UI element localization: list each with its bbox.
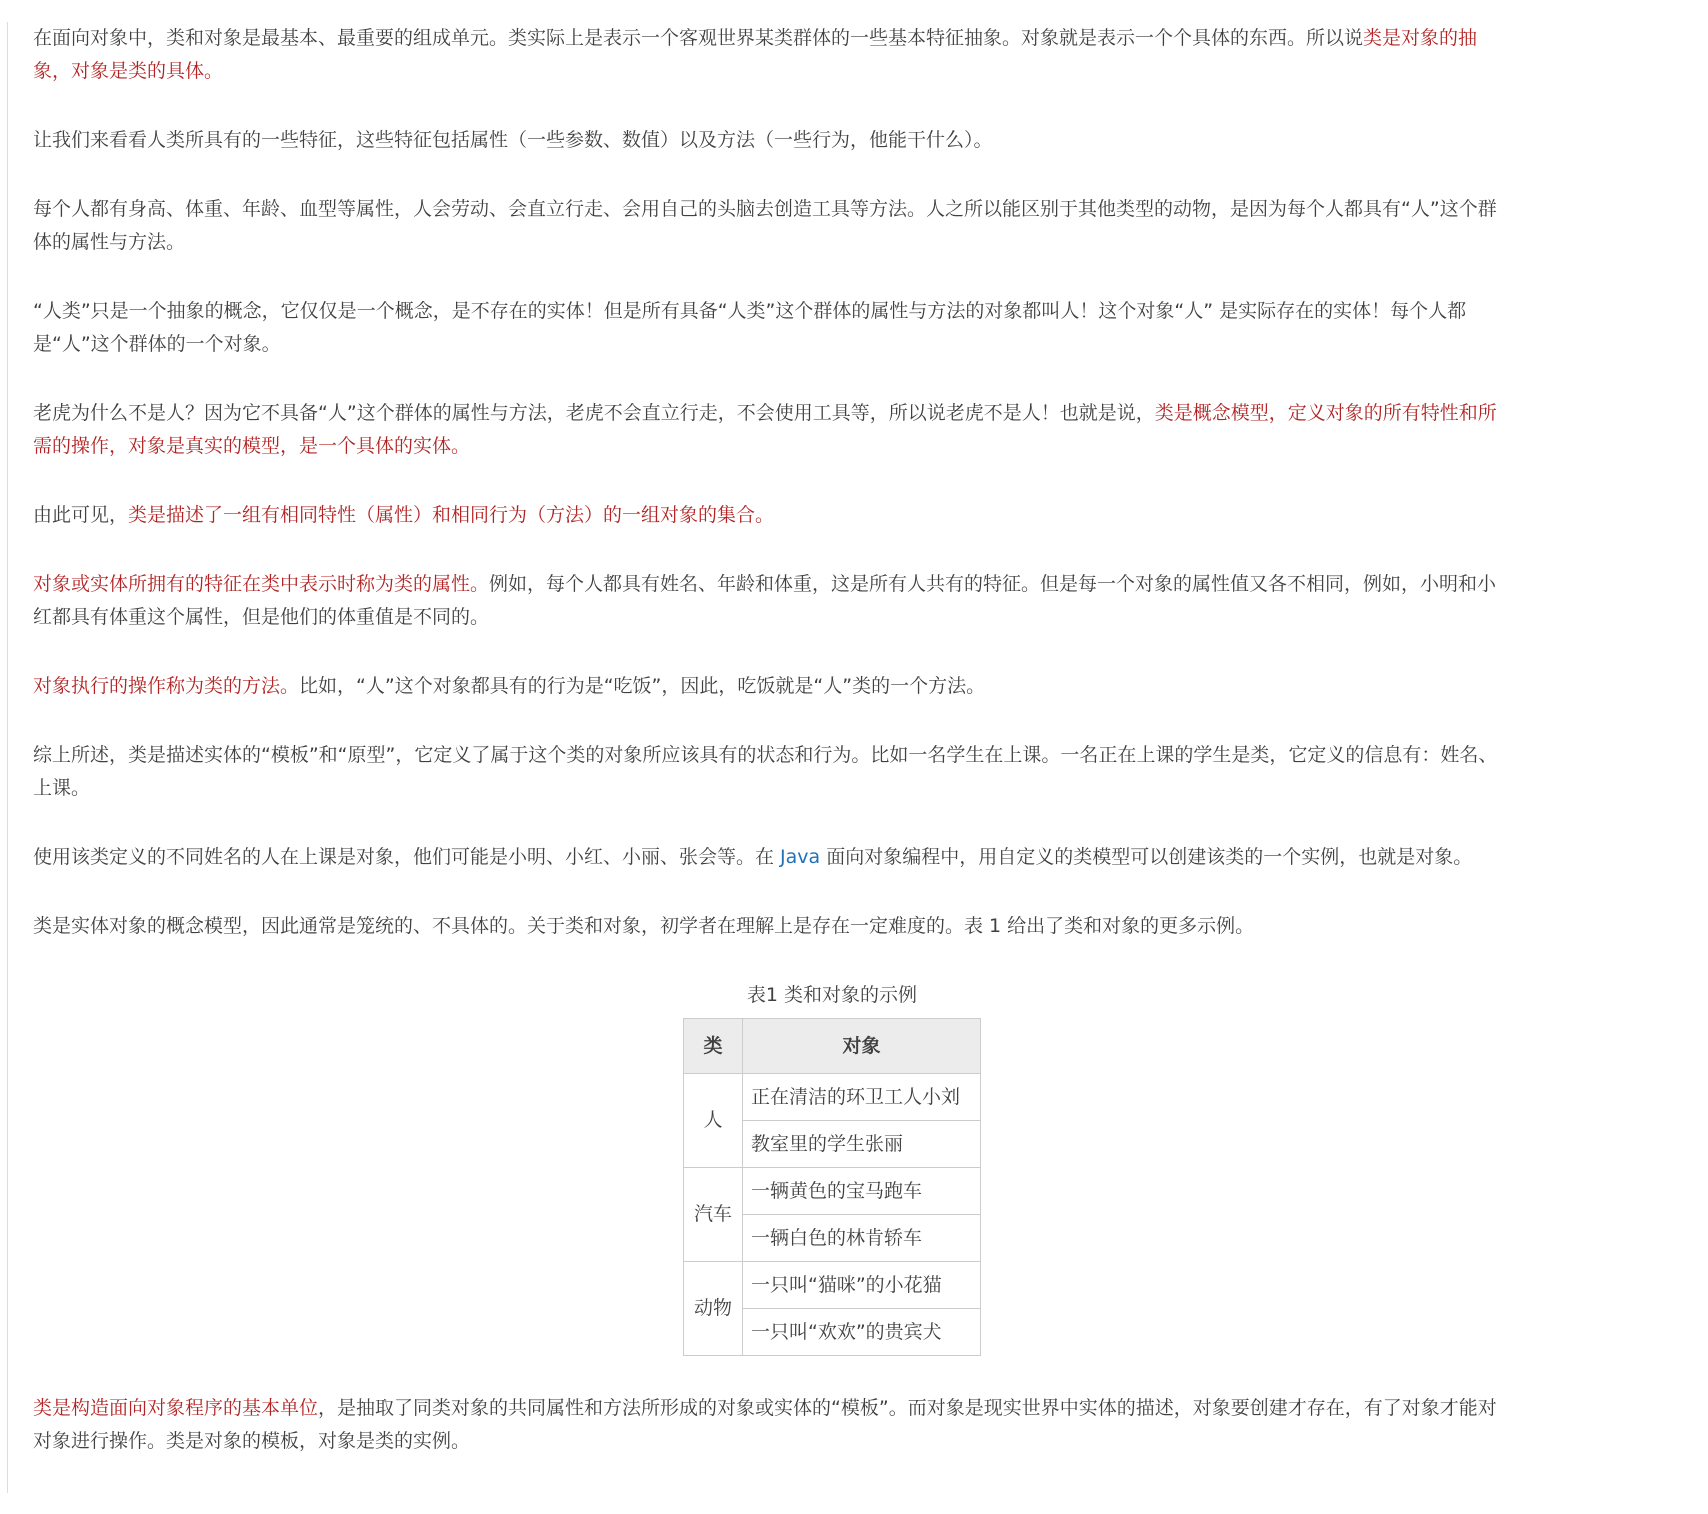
object-cell: 一只叫“欢欢”的贵宾犬	[743, 1309, 981, 1356]
paragraph	[33, 670, 1503, 703]
object-cell: 教室里的学生张丽	[743, 1121, 981, 1168]
content-left-border	[7, 22, 8, 1493]
paragraph	[33, 499, 1503, 532]
body-text: 老虎为什么不是人？因为它不具备“人”这个群体的属性与方法，老虎不会直立行走，不会使用工具等，所以说老虎不是人！也就是说，	[33, 402, 1155, 424]
body-text: ，是抽取了同类对象的共同属性和方法所形成的对象或实体的“模板”。而对象是现实世界中实体的描述，对象要创建才存在，有了对象才能对对象进行操作。类是对象的模板，对象是类的实例。	[33, 1397, 1497, 1452]
category-cell: 动物	[684, 1262, 743, 1356]
java-link[interactable]: Java	[780, 846, 821, 868]
paragraph	[33, 193, 1503, 259]
column-header-class: 类	[684, 1019, 743, 1074]
object-cell: 一辆黄色的宝马跑车	[743, 1168, 981, 1215]
body-text: 比如，“人”这个对象都具有的行为是“吃饭”，因此，吃饭就是“人”类的一个方法。	[299, 675, 986, 697]
body-text: 综上所述，类是描述实体的“模板”和“原型”，它定义了属于这个类的对象所应该具有的状态和行为。比如一名学生在上课。一名正在上课的学生是类，它定义的信息有：姓名、上课。	[33, 744, 1498, 799]
body-text: 让我们来看看人类所具有的一些特征，这些特征包括属性（一些参数、数值）以及方法（一些行为，他能干什么）。	[33, 129, 993, 151]
table-row	[684, 1168, 981, 1215]
paragraph	[33, 910, 1503, 943]
article-content	[0, 22, 1543, 1514]
body-text: 每个人都有身高、体重、年龄、血型等属性，人会劳动、会直立行走、会用自己的头脑去创造工具等方法。人之所以能区别于其他类型的动物，是因为每个人都具有“人”这个群体的属性与方法。	[33, 198, 1497, 253]
paragraph	[33, 295, 1503, 361]
body-text: “人类”只是一个抽象的概念，它仅仅是一个概念，是不存在的实体！但是所有具备“人类”这个群体的属性与方法的对象都叫人！这个对象“人” 是实际存在的实体！每个人都是“人”这个群体的一个对象。	[33, 300, 1467, 355]
table-caption: 表1 类和对象的示例	[746, 984, 918, 1006]
object-cell: 正在清洁的环卫工人小刘	[743, 1074, 981, 1121]
paragraph	[33, 22, 1503, 88]
paragraph	[33, 568, 1503, 634]
column-header-object: 对象	[743, 1019, 981, 1074]
table-row	[684, 1074, 981, 1121]
paragraph	[33, 1392, 1503, 1458]
paragraph	[33, 124, 1503, 157]
paragraph	[33, 841, 1503, 874]
emphasis-text: 类是描述了一组有相同特性（属性）和相同行为（方法）的一组对象的集合。	[128, 504, 775, 526]
emphasis-text: 对象执行的操作称为类的方法。	[33, 675, 300, 697]
emphasis-text: 类是概念模型，定义对象的所有特性和所需的操作，对象是真实的模型，是一个具体的实体。	[33, 402, 1497, 457]
emphasis-text: 类是构造面向对象程序的基本单位	[33, 1397, 319, 1419]
emphasis-text: 类是对象的抽象，对象是类的具体。	[33, 27, 1478, 82]
table-row	[684, 1262, 981, 1309]
table-header-row	[684, 1019, 981, 1074]
object-cell: 一只叫“猫咪”的小花猫	[743, 1262, 981, 1309]
paragraph	[33, 739, 1503, 805]
body-text: 在面向对象中，类和对象是最基本、最重要的组成单元。类实际上是表示一个客观世界某类群体的一些基本特征抽象。对象就是表示一个个具体的东西。所以说	[33, 27, 1364, 49]
body-text: 面向对象编程中，用自定义的类模型可以创建该类的一个实例，也就是对象。	[820, 846, 1473, 868]
category-cell: 人	[684, 1074, 743, 1168]
article-page	[0, 22, 1708, 1493]
body-text: 由此可见，	[33, 504, 129, 526]
object-cell: 一辆白色的林肯轿车	[743, 1215, 981, 1262]
body-text: 使用该类定义的不同姓名的人在上课是对象，他们可能是小明、小红、小丽、张会等。在	[33, 846, 781, 868]
emphasis-text: 对象或实体所拥有的特征在类中表示时称为类的属性。	[33, 573, 490, 595]
category-cell: 汽车	[684, 1168, 743, 1262]
class-object-example-table	[683, 1018, 981, 1356]
body-text: 例如，每个人都具有姓名、年龄和体重，这是所有人共有的特征。但是每一个对象的属性值又各不相同，例如，小明和小红都具有体重这个属性，但是他们的体重值是不同的。	[33, 573, 1497, 628]
body-text: 类是实体对象的概念模型，因此通常是笼统的、不具体的。关于类和对象，初学者在理解上是存在一定难度的。表 1 给出了类和对象的更多示例。	[33, 915, 1255, 937]
example-table-wrapper	[683, 979, 981, 1356]
paragraph	[33, 397, 1503, 463]
